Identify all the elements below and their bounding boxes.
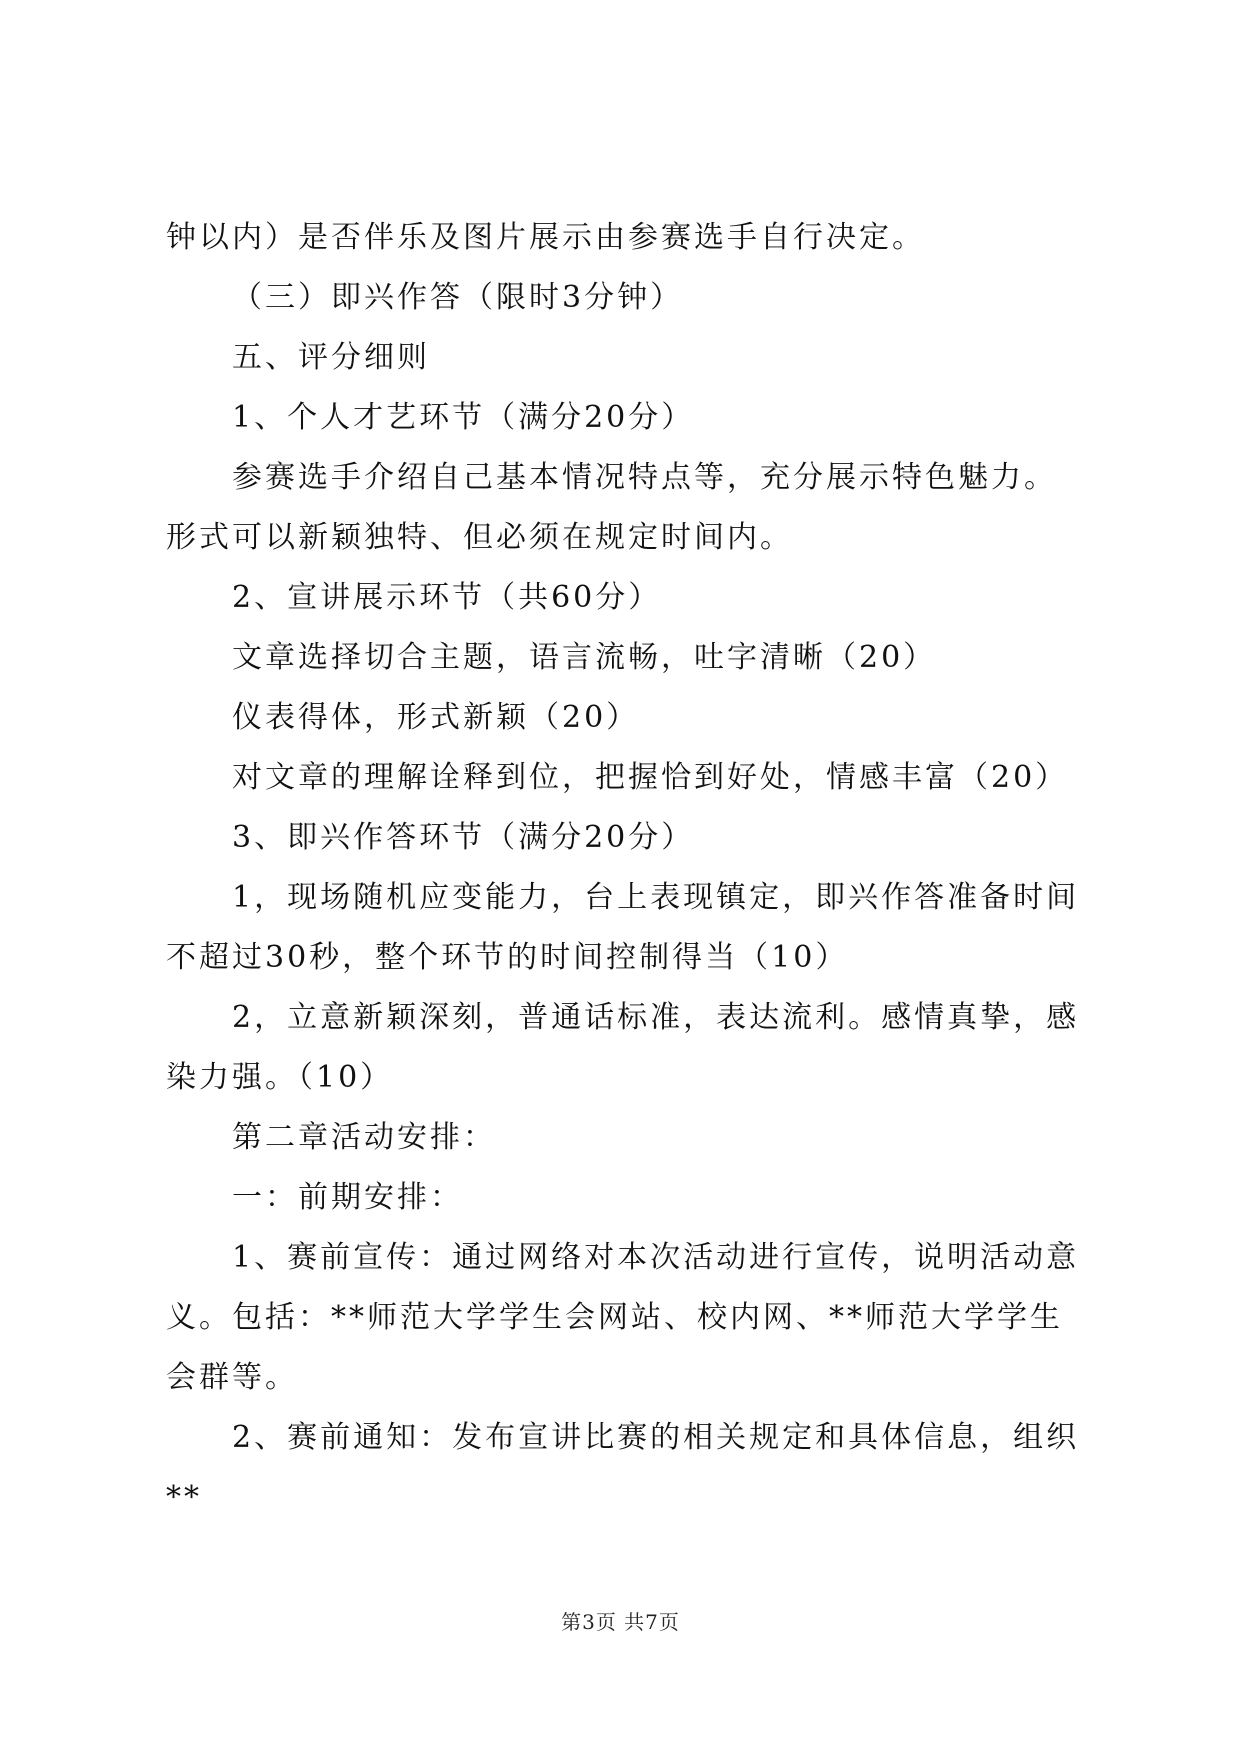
section-heading: 一：前期安排： bbox=[232, 1180, 463, 1215]
paragraph: 3、即兴作答环节（满分20分） bbox=[232, 820, 695, 855]
chapter-heading: 第二章活动安排： bbox=[232, 1120, 496, 1155]
section-heading: 五、评分细则 bbox=[232, 340, 430, 375]
paragraph: 对文章的理解诠释到位，把握恰到好处，情感丰富（20） bbox=[232, 760, 1069, 795]
paragraph: 钟以内）是否伴乐及图片展示由参赛选手自行决定。 bbox=[166, 220, 925, 255]
paragraph: 1、个人才艺环节（满分20分） bbox=[232, 400, 695, 435]
page-number-footer: 第3页 共7页 bbox=[561, 1610, 680, 1634]
document-body bbox=[166, 208, 1086, 1528]
paragraph: （三）即兴作答（限时3分钟） bbox=[232, 280, 684, 315]
paragraph: 参赛选手介绍自己基本情况特点等，充分展示特色魅力。形式可以新颖独特、但必须在规定时间内。 bbox=[166, 460, 1057, 555]
paragraph: 2、赛前通知：发布宣讲比赛的相关规定和具体信息，组织** bbox=[166, 1420, 1080, 1515]
paragraph: 1、赛前宣传：通过网络对本次活动进行宣传，说明活动意义。包括：**师范大学学生会网站、校内网、**师范大学学生会群等。 bbox=[166, 1240, 1080, 1395]
paragraph: 2、宣讲展示环节（共60分） bbox=[232, 580, 662, 615]
paragraph: 文章选择切合主题，语言流畅，吐字清晰（20） bbox=[232, 640, 937, 675]
paragraph: 1，现场随机应变能力，台上表现镇定，即兴作答准备时间不超过30秒，整个环节的时间控制得当（10） bbox=[166, 880, 1080, 975]
paragraph: 仪表得体，形式新颖（20） bbox=[232, 700, 640, 735]
paragraph: 2，立意新颖深刻，普通话标准，表达流利。感情真挚，感染力强。（10） bbox=[166, 1000, 1080, 1095]
